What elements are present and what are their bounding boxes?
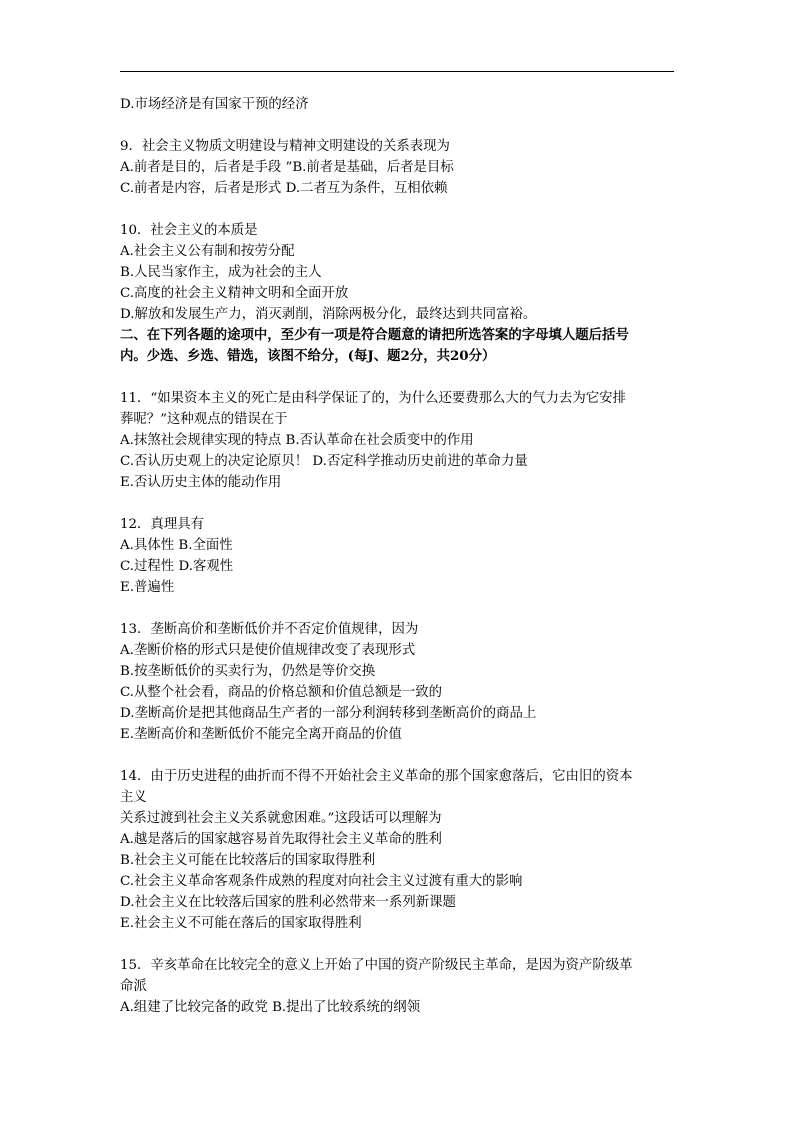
question-10-option-a: A.社会主义公有制和按劳分配 <box>120 244 295 259</box>
question-10-option-c: C.高度的社会主义精神文明和全面开放 <box>120 286 349 301</box>
question-11-options-ab: A.抹煞社会规律实现的特点 B.否认革命在社会质变中的作用 <box>120 433 474 448</box>
question-14-option-d: D.社会主义在比较落后国家的胜利必然带来一系列新课题 <box>120 895 456 910</box>
question-14-option-e: E.社会主义不可能在落后的国家取得胜利 <box>120 916 362 931</box>
question-13-option-b: B.按垄断低价的买卖行为，仍然是等价交换 <box>120 664 376 679</box>
question-9-options-ab: A.前者是目的，后者是手段 ”B.前者是基础，后者是目标 <box>120 160 454 175</box>
question-15-stem-cont: 命派 <box>120 979 147 994</box>
question-13-stem: 13．垄断高价和垄断低价并不否定价值规律，因为 <box>120 622 419 637</box>
question-14-stem-cont-2: 关系过渡到社会主义关系就愈困难。”这段话可以理解为 <box>120 811 442 826</box>
question-9-options-cd: C.前者是内容，后者是形式 D.二者互为条件，互相依赖 <box>120 181 448 196</box>
section-2-heading-cont: 内。少选、乡选、错选，该图不给分，(每J、题2分，共20分） <box>120 348 496 364</box>
blank-line <box>120 493 680 514</box>
question-14-stem-cont: 主义 <box>120 790 147 805</box>
question-15-stem: 15．辛亥革命在比较完全的意义上开始了中国的资产阶级民主革命，是因为资产阶级革 <box>120 958 633 973</box>
question-13-option-a: A.垄断价格的形式只是使价值规律改变了表现形式 <box>120 643 416 658</box>
header-rule <box>120 71 674 72</box>
blank-line <box>120 199 680 220</box>
question-9-stem: 9．社会主义物质文明建设与精神文明建设的关系表现为 <box>120 139 450 154</box>
blank-line <box>120 598 680 619</box>
question-10-option-d: D.解放和发展生产力，消灭剥削，消除两极分化，最终达到共同富裕。 <box>120 307 537 322</box>
question-11-options-cd: C.否认历史观上的决定论原贝！ D.否定科学推动历史前进的革命力量 <box>120 454 528 469</box>
text-line: D.市场经济是有国家干预的经济 <box>120 97 309 112</box>
question-14-option-c: C.社会主义革命客观条件成熟的程度对向社会主义过渡有重大的影响 <box>120 874 523 889</box>
blank-line <box>120 745 680 766</box>
blank-line <box>120 934 680 955</box>
question-12-option-e: E.普遍性 <box>120 580 175 595</box>
question-12-stem: 12．真理具有 <box>120 517 204 532</box>
question-15-options-ab: A.组建了比较完备的政党 B.提出了比较系统的纲领 <box>120 1000 421 1015</box>
question-11-option-e: E.否认历史主体的能动作用 <box>120 475 282 490</box>
question-14-option-b: B.社会主义可能在比较落后的国家取得胜利 <box>120 853 376 868</box>
question-11-stem: 11．“如果资本主义的死亡是由科学保证了的，为什么还要费那么大的气力去为它安排 <box>120 391 626 406</box>
question-12-options-ab: A.具体性 B.全面性 <box>120 538 233 553</box>
question-14-stem: 14．由于历史进程的曲折而不得不开始社会主义革命的那个国家愈落后，它由旧的资本 <box>120 769 633 784</box>
question-10-stem: 10．社会主义的本质是 <box>120 223 258 238</box>
document-body <box>120 94 680 1018</box>
section-2-heading: 二、在下列各题的途项中，至少有一项是符合题意的请把所选答案的字母填人题后括号 <box>120 327 629 343</box>
question-12-options-cd: C.过程性 D.客观性 <box>120 559 234 574</box>
question-11-stem-cont: 葬呢？”这种观点的错误在于 <box>120 412 288 427</box>
question-13-option-c: C.从整个社会看，商品的价格总额和价值总额是一致的 <box>120 685 443 700</box>
question-10-option-b: B.人民当家作主，成为社会的主人 <box>120 265 322 280</box>
blank-line <box>120 367 680 388</box>
question-14-option-a: A.越是落后的国家越容易首先取得社会主义革命的胜利 <box>120 832 442 847</box>
question-13-option-d: D.垄断高价是把其他商品生产者的一部分利润转移到垄断高价的商品上 <box>120 706 537 721</box>
question-13-option-e: E.垄断高价和垄断低价不能完全离开商品的价值 <box>120 727 402 742</box>
blank-line <box>120 115 680 136</box>
